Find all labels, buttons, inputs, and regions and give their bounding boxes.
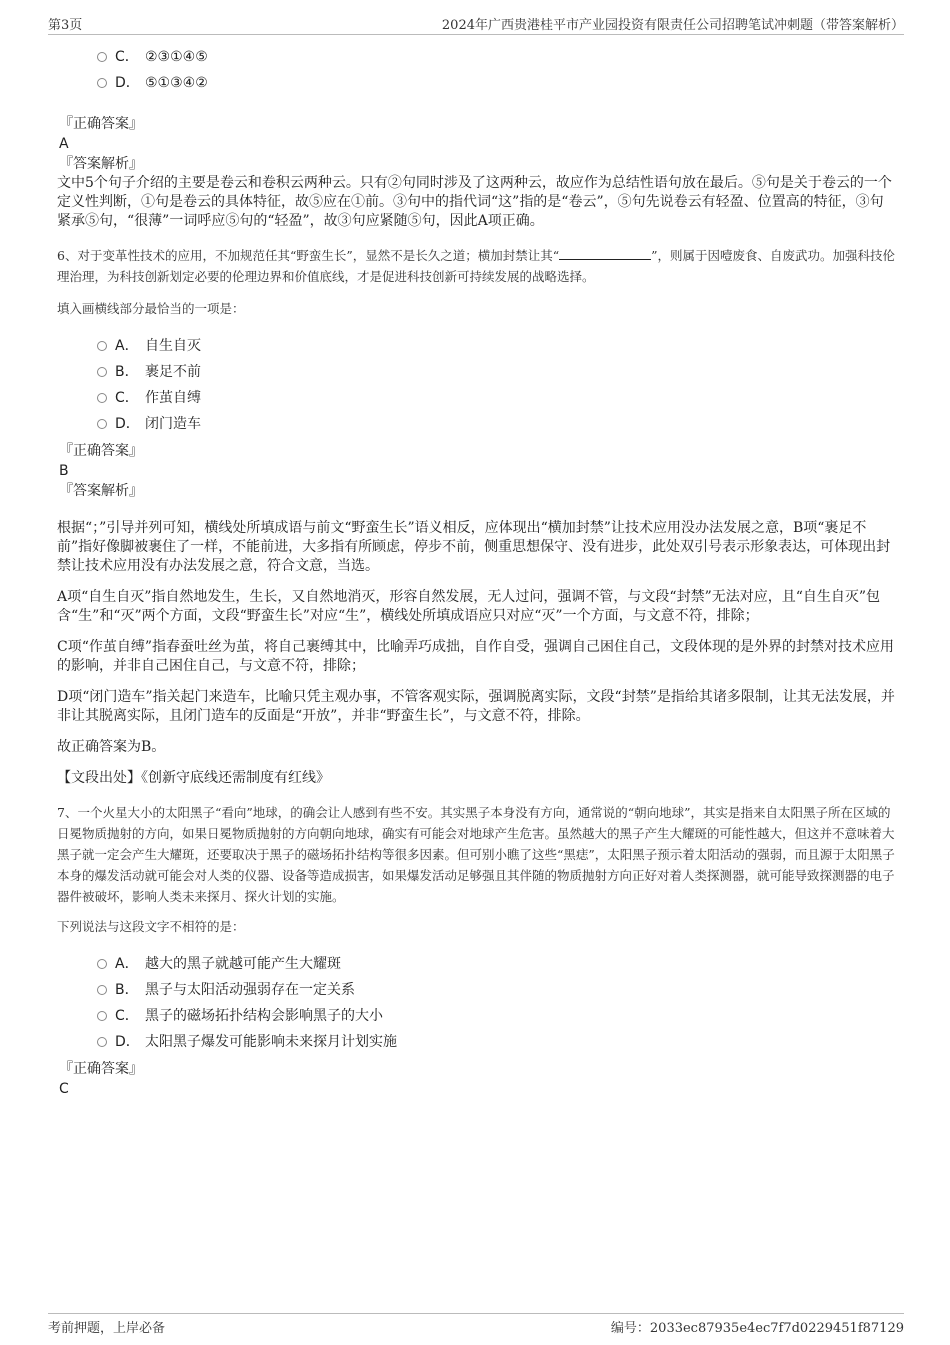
radio-icon[interactable] bbox=[97, 1011, 107, 1021]
q6-analysis-para-3: C项“作茧自缚”指春蚕吐丝为茧，将自己裹缚其中，比喻弄巧成拙，自作自受，强调自己困住自己，文段体现的是外界的封禁对技术应用的影响，并非自己困住自己，与文意不符，排除； bbox=[57, 639, 895, 674]
radio-icon[interactable] bbox=[97, 393, 107, 403]
q6-stem: 6、对于变革性技术的应用，不加规范任其“野蛮生长”，显然不是长久之道；横加封禁让其“ ”，则属于因噎废食、自废武功。加强科技伦理治理，为科技创新划定必要的伦理边界和价值底线，才是促进科技创新可持续发展的战略选择。 bbox=[57, 248, 896, 284]
footer-slogan: 考前押题，上岸必备 bbox=[48, 1321, 166, 1336]
radio-icon[interactable] bbox=[97, 419, 107, 429]
page-content bbox=[57, 44, 897, 1099]
q7-option-b[interactable]: B． 黑子与太阳活动强弱存在一定关系 bbox=[97, 977, 897, 1003]
radio-icon[interactable] bbox=[97, 959, 107, 969]
q5-answer: A bbox=[59, 136, 69, 152]
radio-icon[interactable] bbox=[97, 1037, 107, 1047]
q6-option-c[interactable]: C． 作茧自缚 bbox=[97, 385, 897, 411]
q7-options bbox=[57, 951, 897, 1055]
radio-icon[interactable] bbox=[97, 341, 107, 351]
q6-analysis-para-1: 根据“；”引导并列可知，横线处所填成语与前文“野蛮生长”语义相反，应体现出“横加封禁”让技术应用没办法发展之意，B项“裹足不前”指好像脚被裹住了一样，不能前进，大多指有所顾虑，停步不前，侧重思想保守、没有进步，此处双引号表示形象表达，可体现出封禁让技术应用没有办法发展之意，符合文意，当选。 bbox=[57, 520, 891, 574]
q5-options bbox=[57, 44, 897, 96]
q6-option-d[interactable]: D． 闭门造车 bbox=[97, 411, 897, 437]
q5-option-c[interactable]: C． ②③①④⑤ bbox=[97, 44, 897, 70]
q6-analysis-label: 『答案解析』 bbox=[59, 483, 143, 499]
radio-icon[interactable] bbox=[97, 367, 107, 377]
q6-answer: B bbox=[59, 463, 69, 479]
radio-icon[interactable] bbox=[97, 52, 107, 62]
q7-option-c[interactable]: C． 黑子的磁场拓扑结构会影响黑子的大小 bbox=[97, 1003, 897, 1029]
footer-serial: 编号：2033ec87935e4ec7f7d0229451f87129 bbox=[610, 1321, 904, 1336]
q7-answer-label: 『正确答案』 bbox=[59, 1061, 143, 1077]
q7-option-d[interactable]: D． 太阳黑子爆发可能影响未来探月计划实施 bbox=[97, 1029, 897, 1055]
answer-blank bbox=[559, 247, 651, 260]
radio-icon[interactable] bbox=[97, 78, 107, 88]
q6-options bbox=[57, 333, 897, 437]
q6-analysis-para-2: A项“自生自灭”指自然地发生，生长，又自然地消灭，形容自然发展，无人过问，强调不管，与文段“封禁”无法对应，且“自生自灭”包含“生”和“灭”两个方面，文段“野蛮生长”对应“生”，横线处所填成语应只对应“灭”一个方面，与文意不符，排除； bbox=[57, 589, 881, 624]
page-number: 第3页 bbox=[48, 18, 83, 33]
q6-conclusion: 故正确答案为B。 bbox=[57, 739, 166, 755]
q5-option-d[interactable]: D． ⑤①③④② bbox=[97, 70, 897, 96]
q6-option-a[interactable]: A． 自生自灭 bbox=[97, 333, 897, 359]
q5-analysis-label: 『答案解析』 bbox=[59, 156, 143, 172]
q6-answer-label: 『正确答案』 bbox=[59, 443, 143, 459]
q6-analysis-para-4: D项“闭门造车”指关起门来造车，比喻只凭主观办事，不管客观实际，强调脱离实际，文段“封禁”是指给其诸多限制，让其无法发展，并非让其脱离实际，且闭门造车的反面是“开放”，并非“野蛮生长”，与文意不符，排除。 bbox=[57, 689, 895, 724]
q6-source: 【文段出处】《创新守底线还需制度有红线》 bbox=[57, 770, 330, 786]
q7-answer: C bbox=[59, 1081, 69, 1097]
q6-prompt: 填入画横线部分最恰当的一项是： bbox=[57, 301, 245, 316]
q6-option-b[interactable]: B． 裹足不前 bbox=[97, 359, 897, 385]
q7-prompt: 下列说法与这段文字不相符的是： bbox=[57, 919, 245, 934]
radio-icon[interactable] bbox=[97, 985, 107, 995]
q5-answer-label: 『正确答案』 bbox=[59, 116, 143, 132]
page-footer bbox=[48, 1313, 904, 1336]
q7-option-a[interactable]: A． 越大的黑子就越可能产生大耀斑 bbox=[97, 951, 897, 977]
q5-analysis: 文中5个句子介绍的主要是卷云和卷积云两种云。只有②句同时涉及了这两种云，故应作为总结性语句放在最后。⑤句是关于卷云的一个定义性判断，①句是卷云的具体特征，故⑤应在①前。③句中的指代词“这”指的是“卷云”，⑤句先说卷云有轻盈、位置高的特征，③句紧承⑤句，“很薄”一词呼应⑤句的“轻盈”，故③句应紧随⑤句，因此A项正确。 bbox=[57, 175, 892, 229]
document-title: 2024年广西贵港桂平市产业园投资有限责任公司招聘笔试冲刺题（带答案解析） bbox=[441, 18, 904, 33]
page-header bbox=[48, 14, 904, 35]
q7-stem: 7、一个火星大小的太阳黑子“看向”地球，的确会让人感到有些不安。其实黑子本身没有方向，通常说的“朝向地球”，其实是指来自太阳黑子所在区域的日冕物质抛射的方向，如果日冕物质抛射的方向朝向地球，确实有可能会对地球产生危害。虽然越大的黑子产生大耀斑的可能性越大，但这并不意味着大黑子就一定会产生大耀斑，还要取决于黑子的磁场拓扑结构等很多因素。但可别小瞧了这些“黑痣”，太阳黑子预示着太阳活动的强弱，而且源于太阳黑子本身的爆发活动就可能会对人类的仪器、设备等造成损害，如果爆发活动足够强且其伴随的物质抛射方向正好对着人类探测器，就可能导致探测器的电子器件被破坏，影响人类未来探月、探火计划的实施。 bbox=[57, 805, 895, 904]
